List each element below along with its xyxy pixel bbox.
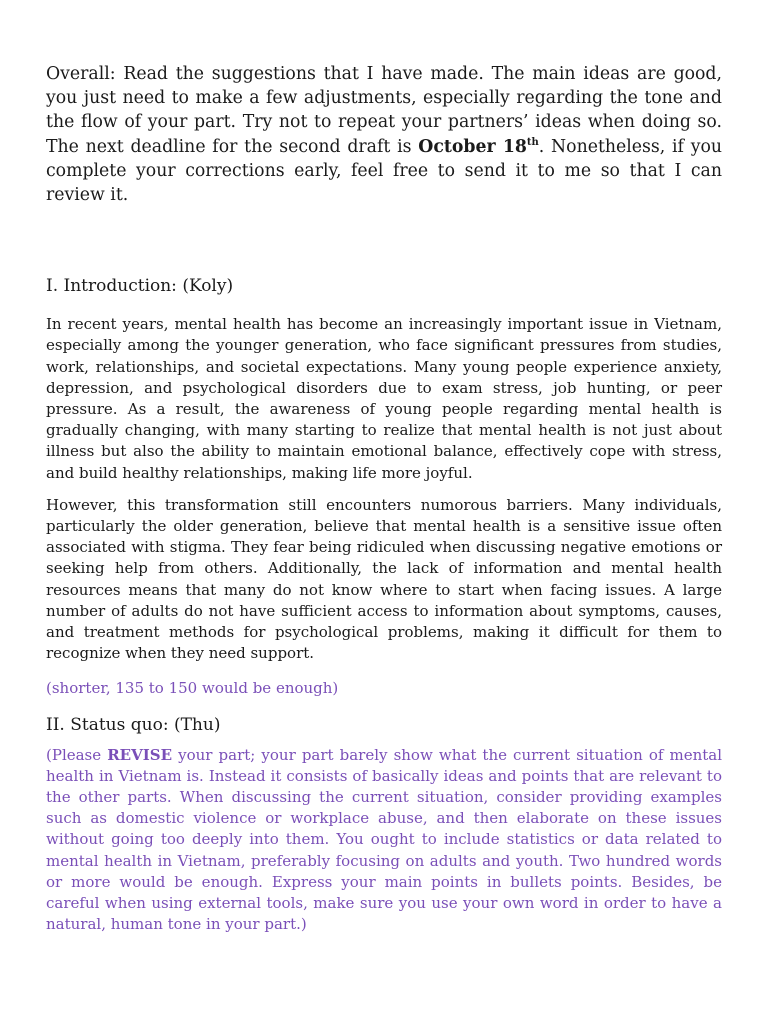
introduction-paragraph-1: In recent years, mental health has become an increasingly important issue in Vietnam, especially among the younger generation, who face significant pressures from studies, work, relationships, and societal expectations. Many young people experience anxiety, depression, and psychological disorders due to exam stress, job hunting, or peer pressure. As a result, the awareness of young people regarding mental health is gradually changing, with many starting to realize that mental health is not just about illness but also the ability to maintain emotional balance, effectively cope with stress, and build healthy relationships, making life more joyful. [46, 315, 722, 482]
introduction-comment: (shorter, 135 to 150 would be enough) [46, 679, 339, 698]
deadline-date: October 18 [418, 136, 527, 157]
overall-text-before: Overall: Read the suggestions that I have made. The main ideas are good, you just need to make a few adjustments, especially regarding the tone and the flow of your part. Try not to repeat your partners’ ideas when doing so. The next deadline for the second draft is [46, 64, 722, 157]
revise-emphasis: REVISE [107, 745, 173, 764]
overall-feedback [46, 62, 722, 207]
status-quo-comment [46, 745, 722, 936]
deadline-suffix: th [526, 136, 539, 148]
status-quo-comment-rest: your part; your part barely show what the current situation of mental health in Vietnam is. Instead it consists of basically ideas and points that are relevant to the other parts. When discussing the current situation, consider providing examples such as domestic violence or workplace abuse, and then elaborate on these issues without going too deeply into them. You ought to include statistics or data related to mental health in Vietnam, preferably focusing on adults and youth. Two hundred words or more would be enough. Express your main points in bullets points. Besides, be careful when using external tools, make sure you use your own word in order to have a natural, human tone in your part.) [46, 745, 723, 934]
status-quo-heading: II. Status quo: (Thu) [46, 714, 221, 735]
introduction-paragraph-2: However, this transformation still encounters numorous barriers. Many individuals, particularly the older generation, believe that mental health is a sensitive issue often associated with stigma. They fear being ridiculed when discussing negative emotions or seeking help from others. Additionally, the lack of information and mental health resources means that many do not know where to start when facing issues. A large number of adults do not have sufficient access to information about symptoms, causes, and treatment methods for psychological problems, making it difficult for them to recognize when they need support. [46, 495, 722, 663]
introduction-heading: I. Introduction: (Koly) [46, 276, 234, 297]
overall-text-after: . Nonetheless, if you complete your corrections early, feel free to send it to me so that I can review it. [46, 136, 722, 206]
status-quo-comment-prefix: (Please [46, 745, 108, 764]
